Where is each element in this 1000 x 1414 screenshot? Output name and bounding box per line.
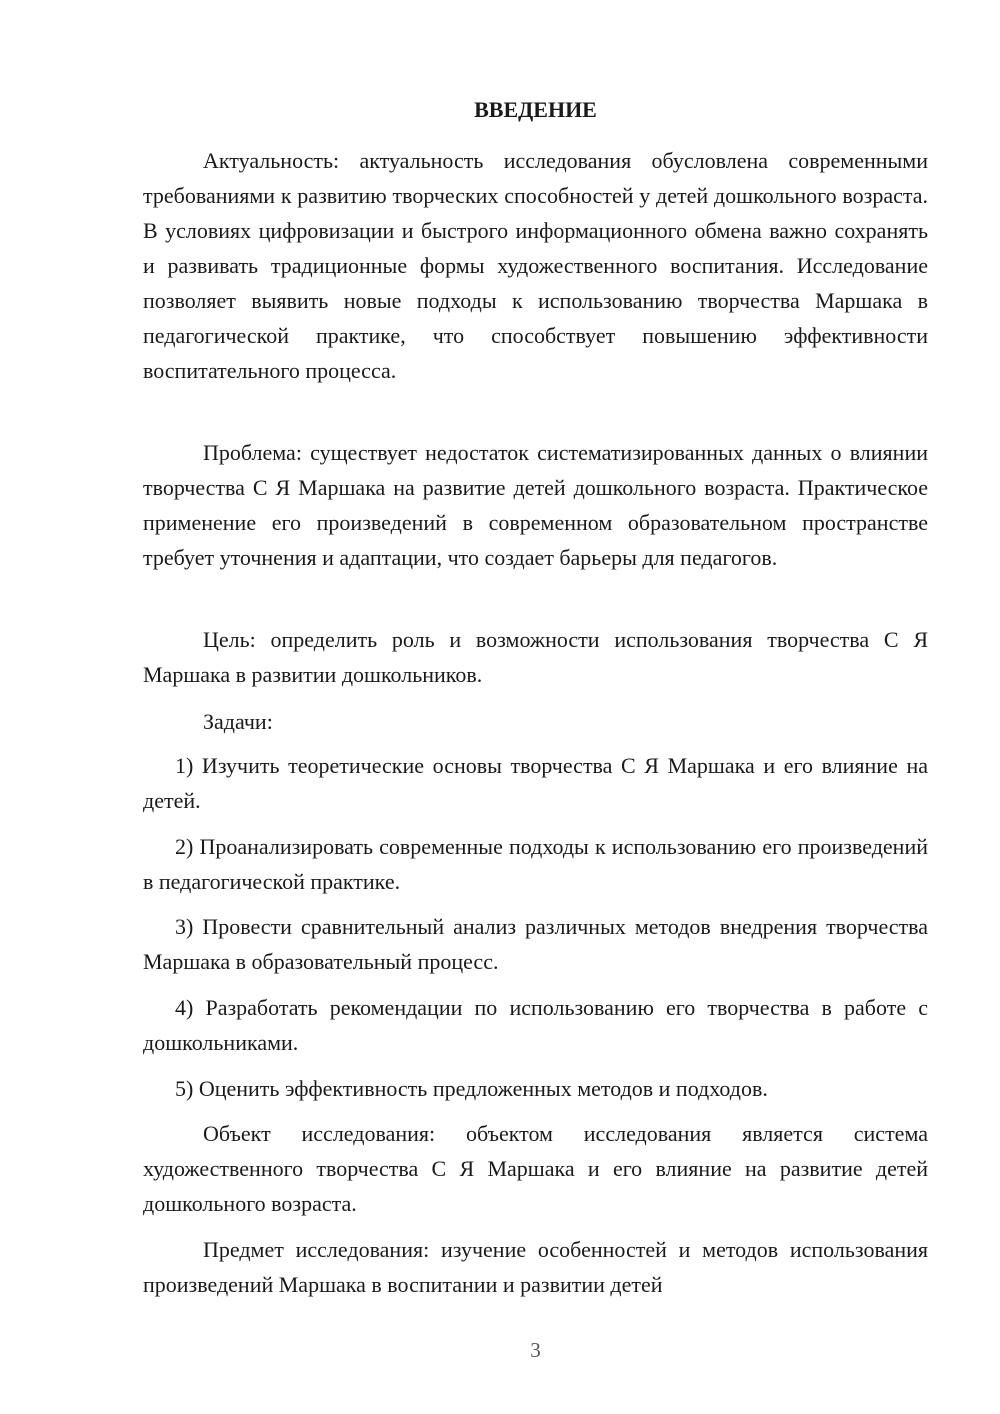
- paragraph-relevance: Актуальность: актуальность исследования обусловлена современными требованиями к развитию творческих способностей у детей дошкольного возраста. В условиях цифровизации и быстрого информационного обмена важно сохранять и развивать традиционные формы художественного воспитания. Исследование позволяет выявить новые подходы к использованию творчества Маршака в педагогической практике, что способствует повышению эффективности воспитательного процесса.: [143, 148, 928, 383]
- section-heading: ВВЕДЕНИЕ: [474, 97, 597, 122]
- task-item-4: 4) Разработать рекомендации по использованию его творчества в работе с дошкольниками.: [143, 995, 928, 1055]
- task-item-5: 5) Оценить эффективность предложенных методов и подходов.: [175, 1076, 768, 1101]
- task-item-1: 1) Изучить теоретические основы творчества С Я Маршака и его влияние на детей.: [143, 753, 928, 813]
- page-number: 3: [530, 1338, 541, 1362]
- paragraph-goal: Цель: определить роль и возможности использования творчества С Я Маршака в развитии дошкольников.: [143, 627, 928, 687]
- task-item-3: 3) Провести сравнительный анализ различных методов внедрения творчества Маршака в образовательный процесс.: [143, 914, 928, 974]
- paragraph-subject: Предмет исследования: изучение особенностей и методов использования произведений Маршака в воспитании и развитии детей: [143, 1237, 928, 1297]
- paragraph-object: Объект исследования: объектом исследования является система художественного творчества С Я Маршака и его влияние на развитие детей дошкольного возраста.: [143, 1121, 928, 1216]
- task-item-2: 2) Проанализировать современные подходы к использованию его произведений в педагогической практике.: [143, 834, 928, 894]
- paragraph-problem: Проблема: существует недостаток систематизированных данных о влиянии творчества С Я Маршака на развитие детей дошкольного возраста. Практическое применение его произведений в современном образовательном пространстве требует уточнения и адаптации, что создает барьеры для педагогов.: [143, 440, 928, 570]
- tasks-label: Задачи:: [203, 709, 273, 734]
